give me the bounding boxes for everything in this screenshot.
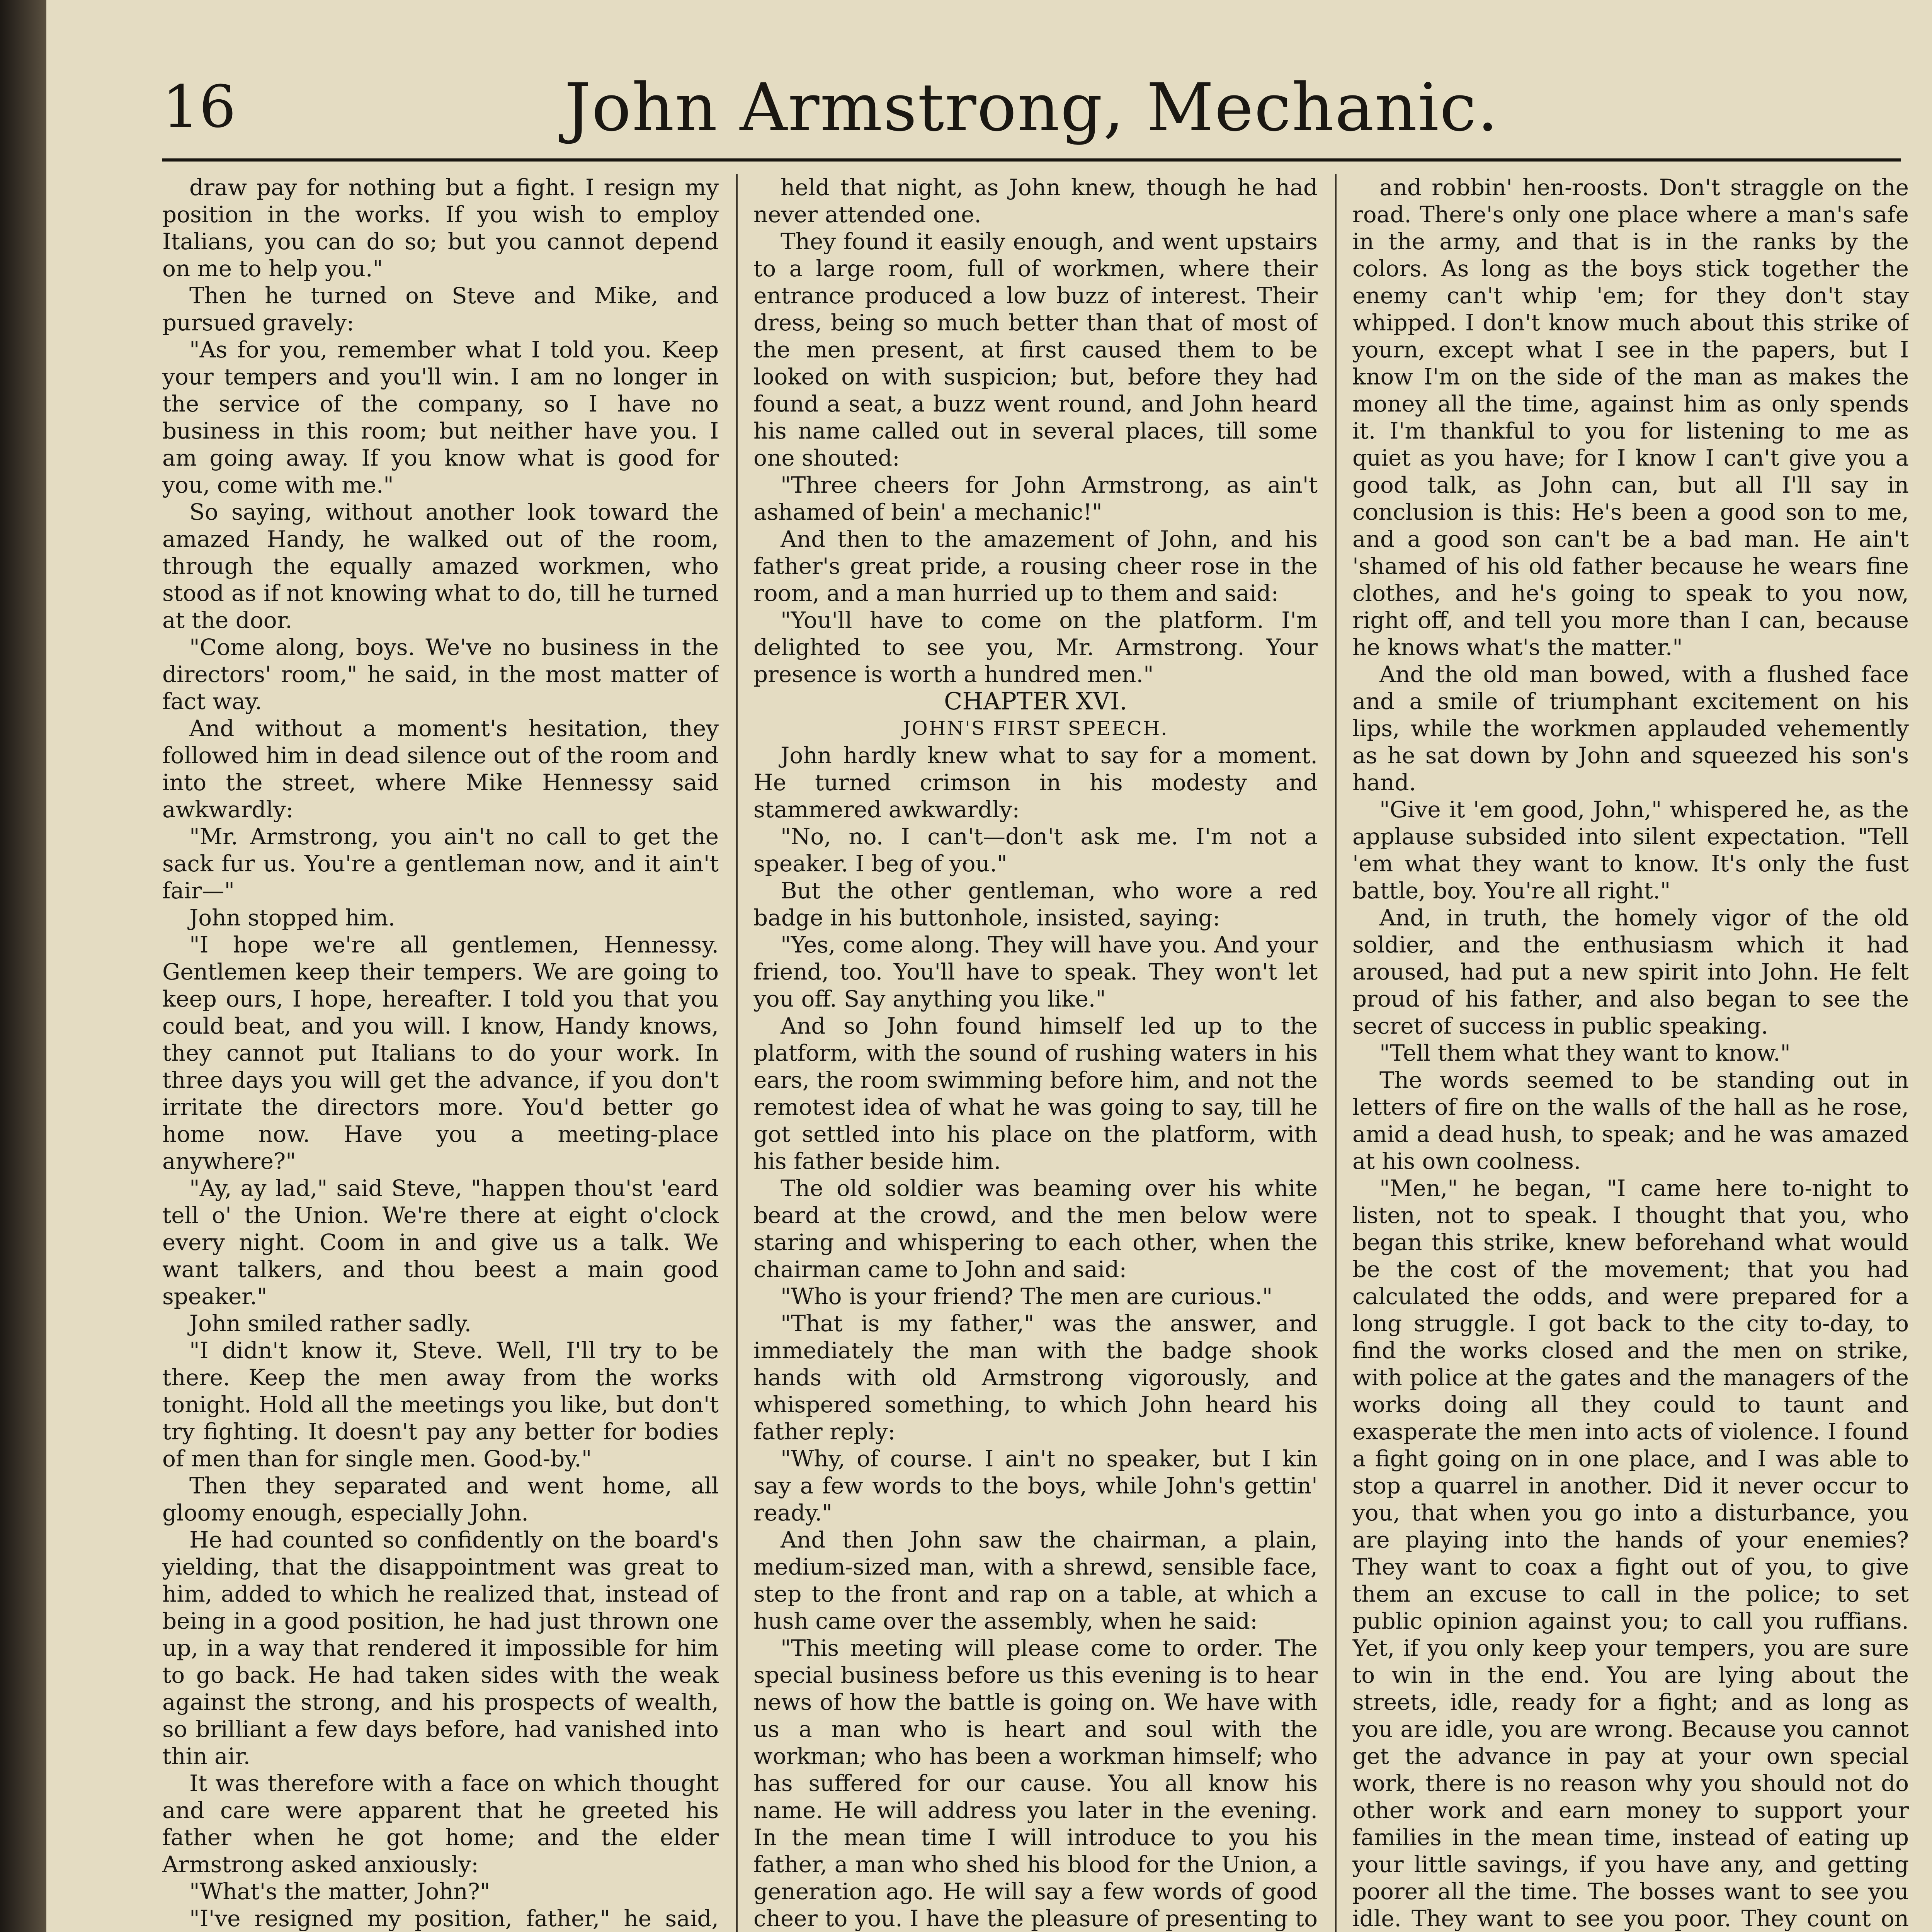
chapter-title: CHAPTER XVI. <box>944 687 1128 715</box>
paragraph: And without a moment's hesitation, they followed him in dead silence out of the room and into the street, where Mike Hennessy said awkwardly: <box>162 715 719 823</box>
paragraph: "I've resigned my position, father," he said, <box>189 1905 719 1932</box>
paragraph: And so John found himself led up to the platform, with the sound of rushing waters in his ears, the room swimming before him, and not the remotest idea of what he was going to say, till he got settled into his place on the platform, with his father beside him. <box>753 1013 1318 1174</box>
paragraph: "Come along, boys. We've no business in the directors' room," he said, in the most matter of fact way. <box>162 634 719 714</box>
column-divider <box>1335 174 1337 1932</box>
paragraph: "Why, of course. I ain't no speaker, but I kin say a few words to the boys, while John's gettin' ready." <box>753 1446 1318 1526</box>
paragraph: "Ay, ay lad," said Steve, "happen thou'st 'eard tell o' the Union. We're there at eight o'clock every night. Coom in and give us a talk. We want talkers, and thou beest a main good speaker." <box>162 1175 719 1310</box>
paragraph: John stopped him. <box>189 905 395 931</box>
paragraph: "Men," he began, "I came here to-night to listen, not to speak. I thought that you, who began this strike, knew beforehand what would be the cost of the movement; that you had calculated the odds, and were prepared for a long struggle. I got back to the city to-day, to find the works closed and the men on strike, with police at the gates and the managers of the works doing all they could to taunt and exasperate the men into acts of violence. I found a fight going on in one place, and I was able to stop a quarrel in another. Did it never occur to you, that when you go into a disturbance, you are playing into the hands of your enemies? They want to coax a fight out of you, to give them an excuse to call in the police; to set public opinion against you; to call you ruffians. Yet, if you only keep your tempers, you are sure to win in the end. You are lying about the streets, idle, ready for a fight; and as long as you are idle, you are wrong. Because you cannot get the advance in pay at your own special work, there is no reason why you should not do other work and earn money to support your families in the mean time, instead of eating up your little savings, if you have any, and getting poorer all the time. The bosses want to see you idle. They want to see you poor. They count on <box>1352 1175 1909 1932</box>
paragraph: John hardly knew what to say for a moment. He turned crimson in his modesty and stammered awkwardly: <box>753 742 1318 823</box>
col2-after <box>753 742 1318 1932</box>
paragraph: held that night, as John knew, though he had never attended one. <box>753 174 1318 228</box>
paragraph: "I hope we're all gentlemen, Hennessy. Gentlemen keep their tempers. We are going to keep ours, I hope, hereafter. I told you that you could beat, and you will. I know, Handy knows, they cannot put Italians to do your work. In three days you will get the advance, if you don't irritate the directors more. You'd better go home now. Have you a meeting-place anywhere?" <box>162 932 719 1174</box>
paragraph: Then they separated and went home, all gloomy enough, especially John. <box>162 1473 719 1526</box>
paragraph: Then he turned on Steve and Mike, and pursued gravely: <box>162 282 719 336</box>
book-spine <box>0 0 46 1932</box>
paragraph: And, in truth, the homely vigor of the old soldier, and the enthusiasm which it had aroused, had put a new spirit into John. He felt proud of his father, and also began to see the secret of success in public speaking. <box>1352 905 1909 1039</box>
header-rule <box>162 158 1901 162</box>
paragraph: It was therefore with a face on which thought and care were apparent that he greeted his father when he got home; and the elder Armstrong asked anxiously: <box>162 1770 719 1878</box>
column-divider <box>736 174 738 1932</box>
paragraph: And the old man bowed, with a flushed face and a smile of triumphant excitement on his lips, while the workmen applauded vehemently as he sat down by John and squeezed his son's hand. <box>1352 661 1909 796</box>
paragraph: So saying, without another look toward the amazed Handy, he walked out of the room, through the equally amazed workmen, who stood as if not knowing what to do, till he turned at the door. <box>162 499 719 633</box>
paragraph: "That is my father," was the answer, and immediately the man with the badge shook hands with old Armstrong vigorously, and whispered something, to which John heard his father reply: <box>753 1310 1318 1445</box>
col2-before <box>753 174 1318 688</box>
page-number: 16 <box>162 73 236 141</box>
paragraph: But the other gentleman, who wore a red badge in his buttonhole, insisted, saying: <box>753 878 1318 931</box>
paragraph: "Three cheers for John Armstrong, as ain't ashamed of bein' a mechanic!" <box>753 472 1318 525</box>
paragraph: "This meeting will please come to order. The special business before us this evening is to hear news of how the battle is going on. We have with us a man who is heart and soul with the workman; who has been a workman himself; who has suffered for our cause. You all know his name. He will address you later in the evening. In the mean time I will introduce to you his father, a man who shed his blood for the Union, a generation ago. He will say a few words of good cheer to you. I have the pleasure of presenting to <box>753 1635 1318 1932</box>
paragraph: "No, no. I can't—don't ask me. I'm not a speaker. I beg of you." <box>753 823 1318 877</box>
paragraph: and robbin' hen-roosts. Don't straggle on the road. There's only one place where a man's safe in the army, and that is in the ranks by the colors. As long as the boys stick together the enemy can't whip 'em; for they don't stay whipped. I don't know much about this strike of yourn, except what I see in the papers, but I know I'm on the side of the man as makes the money all the time, against him as only spends it. I'm thankful to you for listening to me as quiet as you have; for I know I can't give you a good talk, as John can, but all I'll say in conclusion is this: He's been a good son to me, and a good son can't be a bad man. He ain't 'shamed of his old father because he wears fine clothes, and he's going to speak to you now, right off, and tell you more than I can, because he knows what's the matter." <box>1352 174 1909 660</box>
paragraph: "Give it 'em good, John," whispered he, as the applause subsided into silent expectation. "Tell 'em what they want to know. It's only the fust battle, boy. You're all right." <box>1352 796 1909 904</box>
paragraph: The old soldier was beaming over his white beard at the crowd, and the men below were staring and whispering to each other, when the chairman came to John and said: <box>753 1175 1318 1282</box>
book-page <box>46 0 1932 1932</box>
chapter-subtitle: JOHN'S FIRST SPEECH. <box>903 717 1168 740</box>
paragraph: He had counted so confidently on the board's yielding, that the disappointment was great to him, added to which he realized that, instead of being in a good position, he had just thrown one up, in a way that rendered it impossible for him to go back. He had taken sides with the weak against the strong, and his prospects of wealth, so brilliant a few days before, had vanished into thin air. <box>162 1527 719 1769</box>
paragraph: "As for you, remember what I told you. Keep your tempers and you'll win. I am no longer in the service of the company, so I have no business in this room; but neither have you. I am going away. If you know what is good for you, come with me." <box>162 337 719 498</box>
paragraph: They found it easily enough, and went upstairs to a large room, full of workmen, where their entrance produced a low buzz of interest. Their dress, being so much better than that of most of the men present, at first caused them to be looked on with suspicion; but, before they had found a seat, a buzz went round, and John heard his name called out in several places, till some one shouted: <box>753 228 1318 471</box>
paragraph: The words seemed to be standing out in letters of fire on the walls of the hall as he rose, amid a dead hush, to speak; and he was amazed at his own coolness. <box>1352 1067 1909 1174</box>
paragraph: And then to the amazement of John, and his father's great pride, a rousing cheer rose in the room, and a man hurried up to them and said: <box>753 526 1318 606</box>
text-column-3 <box>1352 174 1909 1932</box>
paragraph: John smiled rather sadly. <box>189 1310 472 1337</box>
page-header <box>162 66 1901 155</box>
text-column-1 <box>162 174 719 1932</box>
running-title: John Armstrong, Mechanic. <box>564 70 1499 146</box>
paragraph: "What's the matter, John?" <box>189 1878 490 1905</box>
text-column-2 <box>753 174 1318 1932</box>
paragraph: And then John saw the chairman, a plain, medium-sized man, with a shrewd, sensible face, step to the front and rap on a table, at which a hush came over the assembly, when he said: <box>753 1527 1318 1634</box>
paragraph: "Mr. Armstrong, you ain't no call to get the sack fur us. You're a gentleman now, and it ain't fair—" <box>162 823 719 904</box>
paragraph: "Who is your friend? The men are curious." <box>781 1283 1273 1310</box>
paragraph: "I didn't know it, Steve. Well, I'll try to be there. Keep the men away from the works tonight. Hold all the meetings you like, but don't try fighting. It doesn't pay any better for bodies of men than for single men. Good-by." <box>162 1337 719 1472</box>
paragraph: "Tell them what they want to know." <box>1379 1040 1791 1066</box>
paragraph: "Yes, come along. They will have you. And your friend, too. You'll have to speak. They won't let you off. Say anything you like." <box>753 932 1318 1012</box>
paragraph: draw pay for nothing but a fight. I resign my position in the works. If you wish to employ Italians, you can do so; but you cannot depend on me to help you." <box>162 174 719 282</box>
paragraph: "You'll have to come on the platform. I'm delighted to see you, Mr. Armstrong. Your presence is worth a hundred men." <box>753 607 1318 687</box>
